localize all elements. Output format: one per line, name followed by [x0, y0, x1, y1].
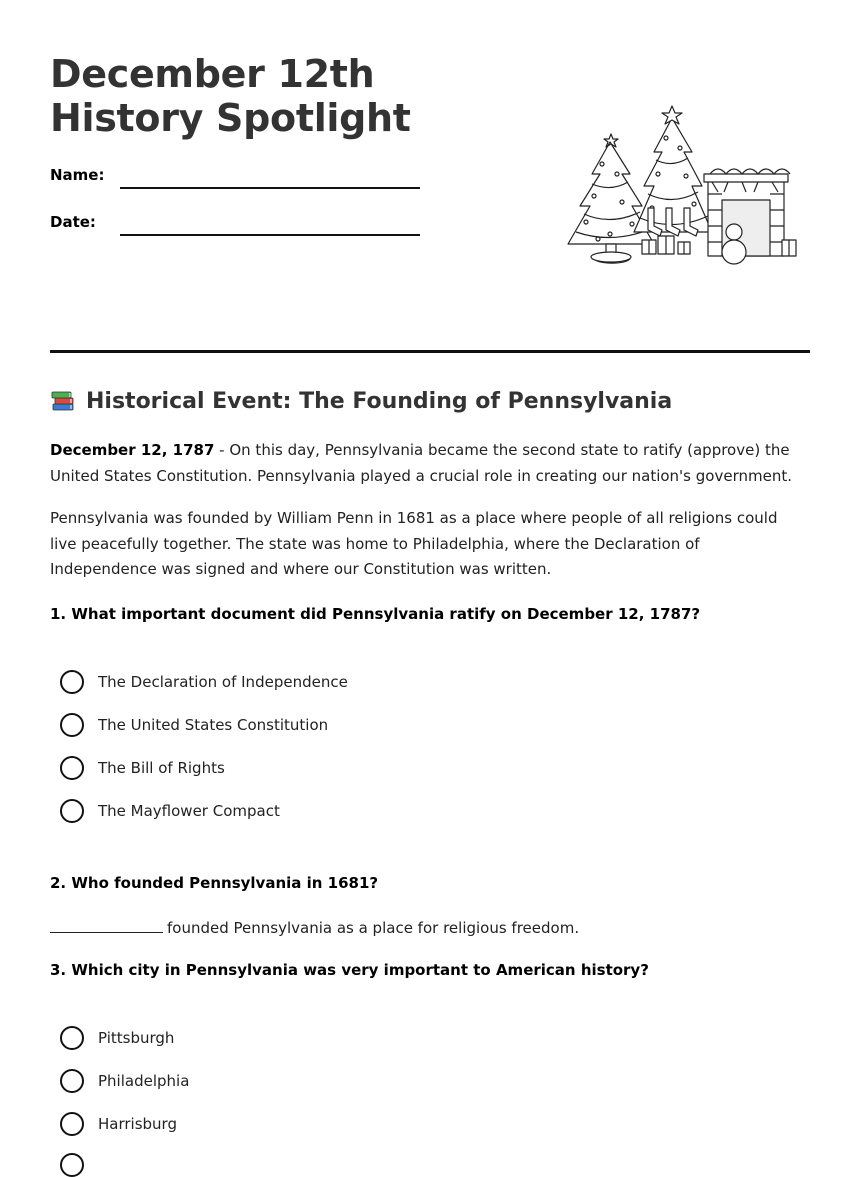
option-label: Harrisburg — [98, 1115, 177, 1133]
section-heading — [50, 388, 672, 414]
date-label: Date: — [50, 213, 96, 231]
option-label: The United States Constitution — [98, 716, 329, 734]
name-label: Name: — [50, 166, 105, 184]
name-field[interactable] — [120, 187, 420, 189]
question-1: 1. What important document did Pennsylvania ratify on December 12, 1787? — [50, 605, 701, 623]
q1-option-1[interactable] — [60, 670, 348, 694]
radio-button[interactable] — [60, 756, 84, 780]
radio-button[interactable] — [60, 1112, 84, 1136]
radio-button[interactable] — [60, 799, 84, 823]
q1-option-2[interactable] — [60, 713, 328, 737]
question-3: 3. Which city in Pennsylvania was very important to American history? — [50, 961, 649, 979]
option-label: The Bill of Rights — [98, 759, 225, 777]
q1-option-3[interactable] — [60, 756, 225, 780]
date-field[interactable] — [120, 234, 420, 236]
option-label: Philadelphia — [98, 1072, 190, 1090]
event-description: - On this day, Pennsylvania became the second state to ratify (approve) the United States Constitution. Pennsylvania played a crucial role in creating our nation's government. — [50, 441, 792, 485]
q3-option-4-partial[interactable] — [60, 1153, 98, 1177]
q2-fill-in — [50, 917, 579, 937]
radio-button[interactable] — [60, 670, 84, 694]
event-paragraph-1 — [50, 438, 795, 489]
q3-option-2[interactable] — [60, 1069, 189, 1093]
books-icon — [50, 388, 76, 414]
q3-option-3[interactable] — [60, 1112, 177, 1136]
option-label: The Mayflower Compact — [98, 802, 280, 820]
section-heading-text: Historical Event: The Founding of Pennsylvania — [86, 388, 673, 414]
section-divider — [50, 350, 810, 353]
q2-sentence: founded Pennsylvania as a place for religious freedom. — [167, 919, 580, 937]
radio-button[interactable] — [60, 1069, 84, 1093]
worksheet-title: December 12th History Spotlight — [50, 52, 411, 140]
q1-option-4[interactable] — [60, 799, 280, 823]
q3-option-1[interactable] — [60, 1026, 174, 1050]
answer-blank[interactable] — [50, 917, 163, 933]
event-paragraph-2: Pennsylvania was founded by William Penn in 1681 as a place where people of all religions could live peacefully together. The state was home to Philadelphia, where the Declaration of Independence was signed and where our Constitution was written. — [50, 509, 778, 578]
radio-button[interactable] — [60, 1026, 84, 1050]
christmas-trees-fireplace-illustration — [562, 104, 798, 268]
question-2: 2. Who founded Pennsylvania in 1681? — [50, 874, 379, 892]
radio-button[interactable] — [60, 713, 84, 737]
event-date: December 12, 1787 — [50, 441, 215, 459]
option-label: The Declaration of Independence — [98, 673, 348, 691]
radio-button[interactable] — [60, 1153, 84, 1177]
option-label: Pittsburgh — [98, 1029, 175, 1047]
